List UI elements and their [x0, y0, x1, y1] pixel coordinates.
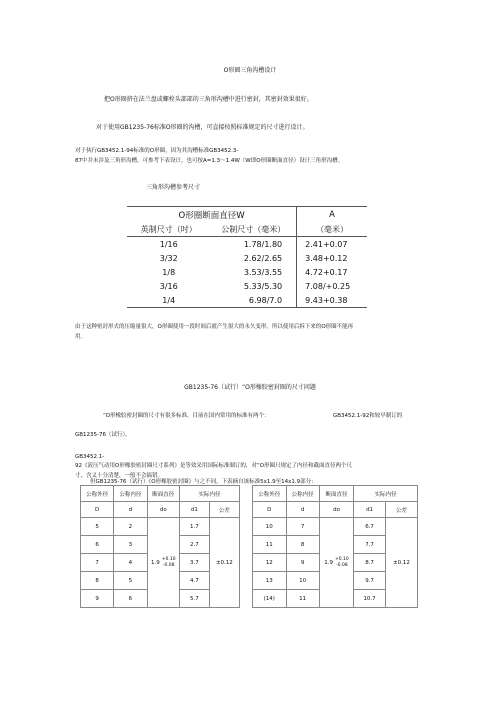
cell-inch: 1/16: [159, 239, 178, 249]
cell-actual-inner: 2.7: [180, 536, 210, 554]
sub-D: D: [81, 502, 114, 518]
header-actual-inner: 实际内径: [354, 486, 418, 502]
cell-outer-dia: 8: [81, 572, 114, 590]
paragraph-deformation-line2: 用。: [75, 334, 87, 340]
section-value: 1.9: [324, 559, 333, 566]
cell-metric: 2.62/2.65: [210, 251, 296, 265]
paragraph-gb1235: 对于使用GB1235-76标准O形圈的沟槽，可直接按照标准规定的尺寸进行设计。: [96, 124, 309, 131]
cell-tolerance: ±0.12: [385, 518, 417, 608]
cell-actual-inner: 3.7: [180, 554, 210, 572]
cell-inner-dia: 2: [114, 518, 147, 536]
sub-tolerance: 公差: [209, 502, 239, 518]
oring-table-left: [80, 485, 240, 608]
sub-d: d: [114, 502, 147, 518]
cell-inner-dia: 11: [286, 590, 319, 608]
table-row: [127, 251, 367, 265]
cell-a: 7.08/+0.25: [305, 281, 351, 291]
cell-outer-dia: 9: [81, 590, 114, 608]
cell-metric: 3.53/3.55: [210, 265, 296, 279]
section-tol-minus: -0.08: [336, 562, 348, 568]
cell-outer-dia: 6: [81, 536, 114, 554]
header-outer-dia: 公称外径: [81, 486, 114, 502]
paragraph-standards-b: GB3452.1-92和较早制订的: [333, 413, 403, 419]
table-row: [81, 518, 240, 536]
paragraph-deformation-line1: 由于这种密封形式的压缩量很大，O形圈使用一段时间后就产生很大的永久变形。所以使用后拆下来的O形圈不能再: [75, 324, 354, 330]
header-a-unit: （毫米）: [297, 222, 367, 237]
paragraph-gb3452-desc-line1: GB3452.1-: [75, 454, 105, 460]
cell-outer-dia: 7: [81, 554, 114, 572]
table-row: [253, 518, 418, 536]
header-section-dia: 断面直径: [147, 486, 180, 502]
header-outer-dia: 公称外径: [253, 486, 287, 502]
sub-do: do: [147, 502, 180, 518]
paragraph-gb3452-line2: 87中并未涉及三角形沟槽，可参考下表设计，也可按A=1.3～1.4W（W即O形圈断面直径）设计三角形沟槽。: [75, 158, 344, 164]
sub-d1: d1: [354, 502, 386, 518]
header-a: A: [297, 207, 367, 223]
paragraph-gb3452-desc-line2: 92《液压气动用O形橡胶密封圈尺寸系列》是等效采用国际标准制订的，对“O形圈只规定了内径和截面直径两个尺: [75, 463, 353, 469]
cell-actual-inner: 8.7: [354, 554, 386, 572]
cell-outer-dia: 10: [253, 518, 287, 536]
section-tol-plus: +0.10: [334, 556, 349, 562]
cell-outer-dia: 11: [253, 536, 287, 554]
sub-D: D: [253, 502, 287, 518]
table1-caption: 三角形沟槽参考尺寸: [146, 184, 201, 191]
cell-actual-inner: 1.7: [180, 518, 210, 536]
table-row: [127, 279, 367, 293]
cell-section-dia: [147, 518, 180, 608]
table1-body: [127, 237, 367, 308]
cell-tolerance: ±0.12: [209, 518, 239, 608]
cell-metric: 6.98/7.0: [210, 293, 296, 308]
cell-inner-dia: 10: [286, 572, 319, 590]
header-inner-dia: 公称内径: [286, 486, 319, 502]
cell-outer-dia: (14): [253, 590, 287, 608]
groove-reference-table: [127, 206, 367, 308]
cell-inner-dia: 3: [114, 536, 147, 554]
cell-a: 3.48+0.12: [305, 253, 348, 263]
cell-inner-dia: 6: [114, 590, 147, 608]
header-inch: 英制尺寸（吋）: [127, 222, 210, 237]
header-inner-dia: 公称内径: [114, 486, 147, 502]
oring-table-right: [252, 485, 418, 608]
cell-actual-inner: 10.7: [354, 590, 386, 608]
sub-d: d: [286, 502, 319, 518]
cell-actual-inner: 4.7: [180, 572, 210, 590]
cell-inch: 3/16: [159, 281, 178, 291]
cell-a: 2.41+0.07: [305, 239, 348, 249]
section-title: GB1235-76（试行）“O形橡胶密封圈的尺寸问题: [184, 384, 316, 391]
sub-d1: d1: [180, 502, 210, 518]
cell-section-dia: [319, 518, 353, 608]
cell-actual-inner: 7.7: [354, 536, 386, 554]
cell-outer-dia: 12: [253, 554, 287, 572]
header-cross-section: O形圈断面直径W: [127, 207, 297, 223]
cell-inner-dia: 9: [286, 554, 319, 572]
paragraph-gb3452-desc-line3: 寸，含义十分清楚，一般不会搞错。: [75, 473, 164, 479]
cell-inner-dia: 7: [286, 518, 319, 536]
cell-actual-inner: 5.7: [180, 590, 210, 608]
cell-inch: 1/4: [127, 293, 210, 308]
paragraph-standards-a: “O形橡胶密封圈的尺寸有很多标准，目前在国内常用的标准有两个：: [103, 413, 270, 419]
header-metric: 公制尺寸（毫米）: [210, 222, 296, 237]
page-title: O形圈三角沟槽设计: [223, 67, 277, 74]
cell-inch: 3/32: [159, 253, 178, 263]
table-row: [127, 293, 367, 308]
header-section-dia: 断面直径: [319, 486, 353, 502]
cell-metric: 5.33/5.30: [210, 279, 296, 293]
cell-actual-inner: 6.7: [354, 518, 386, 536]
paragraph-intro: 把O形圈挤在法兰盘或螺栓头部部的三角形沟槽中进行密封，其密封效果很好。: [104, 96, 313, 103]
cell-a: 9.43+0.38: [297, 293, 367, 308]
cell-inner-dia: 4: [114, 554, 147, 572]
table-row: [127, 265, 367, 279]
cell-metric: 1.78/1.80: [210, 237, 296, 252]
section-tol-plus: +0.10: [161, 556, 176, 562]
sub-do: do: [319, 502, 353, 518]
cell-inch: 1/8: [162, 267, 176, 277]
cell-a: 4.72+0.17: [305, 267, 348, 277]
section-tol-minus: -0.08: [162, 562, 175, 568]
paragraph-table2-intro: 但GB1235-76（试行）《O形橡胶密封圈》与之不同，下表摘自该标准5x1.9至14x1.9部分：: [90, 479, 317, 485]
paragraph-standards-c: GB1235-76（试行）。: [75, 432, 131, 438]
cell-outer-dia: 5: [81, 518, 114, 536]
sub-tolerance: 公差: [385, 502, 417, 518]
cell-inner-dia: 8: [286, 536, 319, 554]
table-row: [127, 237, 367, 252]
cell-actual-inner: 9.7: [354, 572, 386, 590]
cell-outer-dia: 13: [253, 572, 287, 590]
paragraph-gb3452-line1: 对于执行GB3452.1-94标准的O形圈，因为其沟槽标准GB3452.3-: [75, 148, 239, 154]
cell-inner-dia: 5: [114, 572, 147, 590]
header-actual-inner: 实际内径: [180, 486, 240, 502]
section-value: 1.9: [151, 559, 160, 566]
